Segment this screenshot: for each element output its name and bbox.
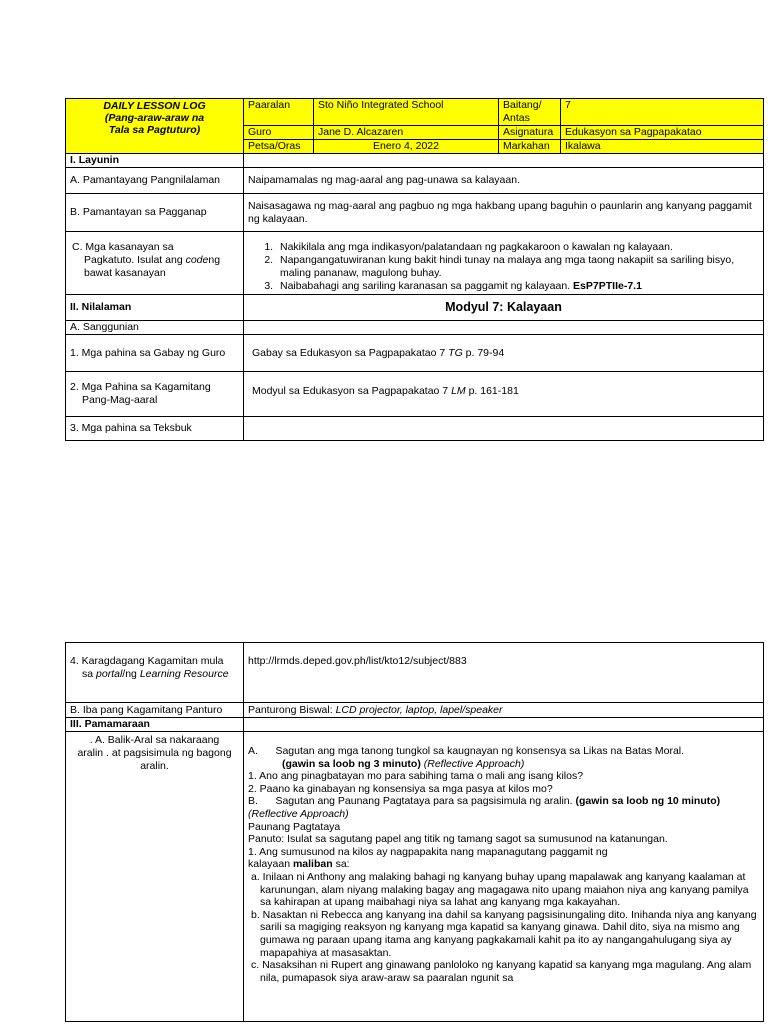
kagamitan-value-cell bbox=[244, 372, 764, 417]
iba-label: B. Iba pang Kagamitang Panturo bbox=[66, 703, 244, 718]
item-1-stem-cont bbox=[248, 858, 759, 871]
paunang-pagtataya: Paunang Pagtataya bbox=[248, 820, 341, 833]
balik-aral-line3: aralin. bbox=[140, 760, 169, 772]
option-b: b. Nasaktan ni Rebecca ang kanyang ina dahil sa kanyang pagsisinungaling dito. Inihanda niya ang kanyang sarili sa magiging reaksyon ng kanyang mga kapatid sa kanyang ginawa. Dahil dito, siya na mismo ang gumawa ng paraan upang itama ang kanyang pagkakamali kahit pa ito ay nangangahulugang siya ay mapapahiya at masasaktan. bbox=[251, 908, 757, 959]
pagganap-label: B. Pamantayan sa Pagganap bbox=[66, 194, 244, 232]
kasanayan-label-line2: Pagkatuto. Isulat ang bbox=[84, 254, 183, 266]
kasanayan-label-line1: C. Mga kasanayan sa bbox=[72, 241, 174, 253]
iba-value: Panturong Biswal: bbox=[248, 704, 333, 716]
kagamitan-pages: p. 161-181 bbox=[468, 385, 519, 397]
panuto: Panuto: Isulat sa sagutang papel ang titik ng tamang sagot sa sumusunod na katanungan. bbox=[248, 833, 668, 846]
asignatura-value: Edukasyon sa Pagpapakatao bbox=[561, 126, 764, 140]
karagdagan-ng: ng bbox=[125, 668, 137, 680]
step-b-marker: B. bbox=[248, 795, 258, 808]
step-a-timing bbox=[248, 758, 759, 771]
kagamitan-label-line1: 2. Mga Pahina sa Kagamitang bbox=[70, 381, 211, 393]
pamantayang-label: A. Pamantayang Pangnilalaman bbox=[66, 168, 244, 194]
teksbuk-label: 3. Mga pahina sa Teksbuk bbox=[66, 417, 244, 441]
header-title-cell bbox=[66, 99, 244, 154]
kasanayan-label-line4: bawat kasanayan bbox=[84, 267, 166, 279]
kagamitan-label-line2: Pang-Mag-aaral bbox=[82, 394, 158, 406]
item-1-stem: 1. Ang sumusunod na kilos ay nagpapakita nang mapanagutang paggamit ng bbox=[248, 845, 608, 858]
gabay-value-cell bbox=[244, 335, 764, 372]
kagamitan-label bbox=[66, 372, 244, 417]
kasanayan-item-1: 1. Nakikilala ang mga indikasyon/palatandaan ng pagkakaroon o kawalan ng kalayaan. bbox=[276, 241, 759, 254]
gabay-value: Gabay sa Edukasyon sa Pagpapakatao 7 bbox=[252, 346, 446, 359]
step-b bbox=[248, 795, 759, 820]
karagdagan-portal: portal bbox=[96, 668, 123, 680]
guro-value: Jane D. Alcazaren bbox=[314, 126, 499, 140]
guro-label: Guro bbox=[244, 126, 314, 140]
karagdagan-label-line1: 4. Karagdagang Kagamitan mula bbox=[70, 655, 224, 667]
balik-aral-line2: aralin . at pagsisimula ng bagong bbox=[77, 747, 232, 759]
balik-aral-content bbox=[244, 732, 764, 1022]
kasanayan-label-ng: ng bbox=[208, 254, 221, 266]
baitang-label: Baitang/ Antas bbox=[499, 99, 561, 126]
option-a: a. Inilaan ni Anthony ang malaking bahagi ng kanyang buhay upang mapalawak ang kanyang kaalaman at karunungan, alam niyang malaking bagay ang magagawa nito upang maiahon niya ang kanyang pamilya sa kahirapan at upang maibahagi niya sa lahat ang kanyang mga kakayahan. bbox=[251, 870, 749, 909]
kasanayan-list-cell bbox=[244, 232, 764, 295]
petsa-value: Enero 4, 2022 bbox=[314, 140, 499, 154]
balik-aral-label bbox=[66, 732, 244, 1022]
step-b-approach: (Reflective Approach) bbox=[248, 807, 349, 820]
step-b-text: Sagutan ang Paunang Pagtataya para sa pagsisimula ng aralin. bbox=[275, 795, 573, 808]
pamamaraan-blank bbox=[244, 718, 764, 732]
layunin-blank bbox=[244, 154, 764, 168]
kasanayan-item-3-text: Naibabahagi ang sariling karanasan sa paggamit ng kalayaan. bbox=[280, 280, 571, 292]
gabay-tg: TG bbox=[448, 346, 463, 359]
karagdagan-label: 4. Karagdagang Kagamitan mula sa portal/ng Learning Resource bbox=[66, 643, 244, 703]
kasanayan-code: EsP7PTIIe-7.1 bbox=[573, 280, 642, 292]
petsa-label: Petsa/Oras bbox=[244, 140, 314, 154]
layunin-heading: I. Layunin bbox=[66, 154, 244, 168]
paaralan-label: Paaralan bbox=[244, 99, 314, 126]
item-1-kalayaan: kalayaan bbox=[248, 858, 291, 871]
nilalaman-heading: II. Nilalaman bbox=[66, 295, 244, 321]
pagganap-value: Naisasagawa ng mag-aaral ang pagbuo ng mga hakbang upang baguhin o paunlarin ang kanyang paggamit ng kalayaan. bbox=[244, 194, 764, 232]
baitang-value: 7 bbox=[561, 99, 764, 126]
iba-items: LCD projector, laptop, lapel/speaker bbox=[335, 704, 503, 716]
markahan-value: Ikalawa bbox=[561, 140, 764, 154]
step-a-marker: A. bbox=[248, 745, 258, 757]
option-c: c. Nasaksihan ni Rupert ang ginawang panloloko ng kanyang kapatid sa kanyang mga magulang. Ang alam nila, pumapasok siya araw-araw sa paaralan ngunit sa bbox=[251, 959, 752, 984]
kagamitan-value: Modyul sa Edukasyon sa Pagpapakatao 7 bbox=[252, 385, 449, 397]
lesson-log-table-page1 bbox=[65, 98, 764, 441]
kasanayan-item-3 bbox=[276, 280, 759, 293]
kagamitan-lm: LM bbox=[451, 385, 466, 397]
item-1-sa: sa: bbox=[335, 858, 350, 871]
question-2: 2. Paano ka ginabayan ng konsensiya sa mga pasya at kilos mo? bbox=[248, 782, 553, 795]
pamantayang-value: Naipamamalas ng mag-aaral ang pag-unawa sa kalayaan. bbox=[244, 168, 764, 194]
gabay-pages: p. 79-94 bbox=[465, 346, 505, 359]
asignatura-label: Asignatura bbox=[499, 126, 561, 140]
karagdagan-lr: Learning Resource bbox=[139, 668, 229, 680]
modyul-title: Modyul 7: Kalayaan bbox=[244, 295, 764, 321]
log-subtitle-2: Tala sa Pagtuturo) bbox=[108, 124, 201, 136]
karagdagan-sa: sa bbox=[82, 668, 94, 680]
teksbuk-value bbox=[244, 417, 764, 441]
gabay-label: 1. Mga pahina sa Gabay ng Guro bbox=[66, 335, 244, 372]
markahan-label: Markahan bbox=[499, 140, 561, 154]
step-a-time: (gawin sa loob ng 3 minuto) bbox=[282, 757, 421, 770]
iba-value-cell bbox=[244, 703, 764, 718]
kasanayan-item-2: 2. Napangangatuwiranan kung bakit hindi tunay na malaya ang mga taong nakapiit sa sariling bisyo, maling pananaw, magulong buhay. bbox=[276, 254, 759, 280]
karagdagan-url[interactable]: http://lrmds.deped.gov.ph/list/kto12/subject/883 bbox=[244, 643, 764, 703]
paaralan-value: Sto Niño Integrated School bbox=[314, 99, 499, 126]
balik-aral-line1: . A. Balik-Aral sa nakaraang bbox=[89, 734, 220, 746]
log-title: DAILY LESSON LOG bbox=[103, 100, 206, 112]
sanggunian-heading: A. Sanggunian bbox=[66, 321, 244, 335]
step-a-approach: (Reflective Approach) bbox=[423, 757, 525, 770]
log-subtitle-1: (Pang-araw-araw na bbox=[104, 112, 205, 124]
sanggunian-blank bbox=[244, 321, 764, 335]
lesson-log-table-page2 bbox=[65, 642, 764, 1022]
question-1: 1. Ano ang pinagbatayan mo para sabihing tama o mali ang isang kilos? bbox=[248, 770, 584, 783]
kasanayan-label-code: code bbox=[185, 254, 209, 266]
step-b-time: (gawin sa loob ng 10 minuto) bbox=[575, 795, 721, 808]
step-a-text: Sagutan ang mga tanong tungkol sa kaugnayan ng konsensya sa Likas na Batas Moral. bbox=[275, 745, 685, 757]
step-a bbox=[248, 745, 759, 758]
item-1-maliban: maliban bbox=[292, 858, 333, 871]
kasanayan-label bbox=[66, 232, 244, 295]
pamamaraan-heading: III. Pamamaraan bbox=[66, 718, 244, 732]
